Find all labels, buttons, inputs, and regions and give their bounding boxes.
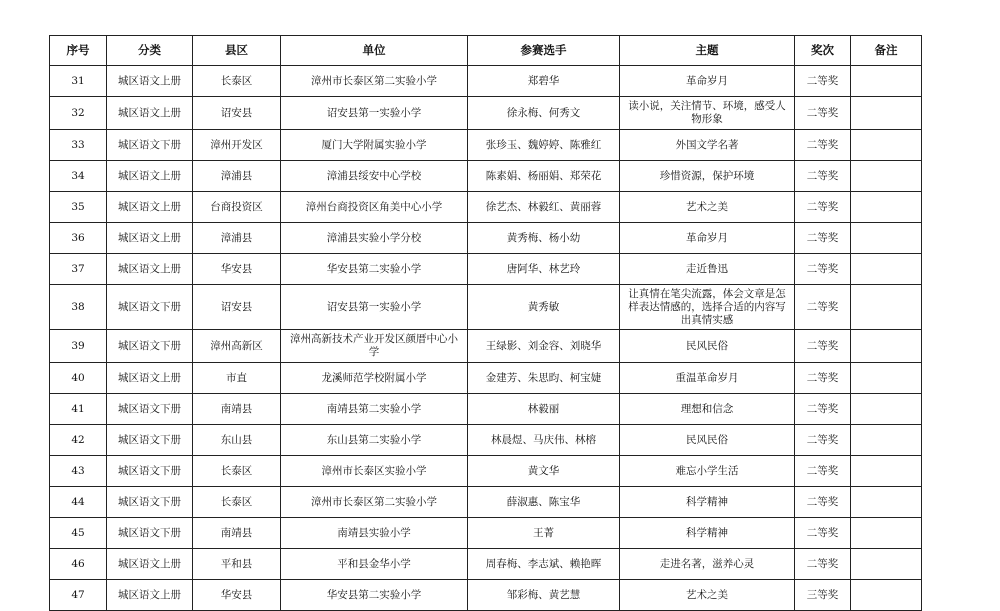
cell-theme: 读小说，关注情节、环境，感受人物形象 [620, 97, 795, 130]
cell-note [851, 456, 922, 487]
cell-category: 城区语文上册 [107, 161, 193, 192]
cell-no: 43 [50, 456, 107, 487]
cell-players: 黄文华 [468, 456, 620, 487]
header-row [50, 36, 922, 66]
cell-theme: 革命岁月 [620, 66, 795, 97]
cell-note [851, 580, 922, 611]
cell-award: 二等奖 [795, 487, 851, 518]
cell-no: 47 [50, 580, 107, 611]
cell-no: 35 [50, 192, 107, 223]
cell-players: 徐艺杰、林毅红、黄丽蓉 [468, 192, 620, 223]
cell-unit: 漳州市长泰区第二实验小学 [281, 66, 468, 97]
cell-district: 漳州高新区 [193, 330, 281, 363]
cell-theme: 科学精神 [620, 518, 795, 549]
cell-note [851, 192, 922, 223]
cell-award: 二等奖 [795, 254, 851, 285]
cell-district: 诏安县 [193, 285, 281, 330]
cell-note [851, 487, 922, 518]
cell-category: 城区语文下册 [107, 394, 193, 425]
header-players: 参赛选手 [468, 36, 620, 66]
table-body [50, 66, 922, 611]
cell-note [851, 549, 922, 580]
cell-no: 33 [50, 130, 107, 161]
cell-players: 黄秀敏 [468, 285, 620, 330]
cell-no: 45 [50, 518, 107, 549]
cell-unit: 平和县金华小学 [281, 549, 468, 580]
cell-theme: 革命岁月 [620, 223, 795, 254]
cell-players: 陈素娟、杨丽娟、郑荣花 [468, 161, 620, 192]
cell-unit: 漳州高新技术产业开发区颜厝中心小学 [281, 330, 468, 363]
header-no: 序号 [50, 36, 107, 66]
cell-award: 二等奖 [795, 130, 851, 161]
cell-unit: 诏安县第一实验小学 [281, 285, 468, 330]
cell-note [851, 518, 922, 549]
cell-district: 南靖县 [193, 394, 281, 425]
cell-award: 二等奖 [795, 97, 851, 130]
cell-unit: 诏安县第一实验小学 [281, 97, 468, 130]
cell-players: 邹彩梅、黄艺慧 [468, 580, 620, 611]
cell-no: 39 [50, 330, 107, 363]
header-category: 分类 [107, 36, 193, 66]
cell-category: 城区语文上册 [107, 192, 193, 223]
cell-no: 31 [50, 66, 107, 97]
cell-no: 32 [50, 97, 107, 130]
cell-theme: 民风民俗 [620, 330, 795, 363]
cell-category: 城区语文下册 [107, 456, 193, 487]
header-award: 奖次 [795, 36, 851, 66]
cell-unit: 漳州台商投资区角美中心小学 [281, 192, 468, 223]
cell-unit: 龙溪师范学校附属小学 [281, 363, 468, 394]
cell-theme: 科学精神 [620, 487, 795, 518]
cell-note [851, 330, 922, 363]
cell-players: 周春梅、李志斌、赖艳晖 [468, 549, 620, 580]
cell-players: 黄秀梅、杨小幼 [468, 223, 620, 254]
cell-award: 二等奖 [795, 66, 851, 97]
header-note: 备注 [851, 36, 922, 66]
cell-unit: 漳州市长泰区实验小学 [281, 456, 468, 487]
cell-no: 41 [50, 394, 107, 425]
cell-category: 城区语文下册 [107, 130, 193, 161]
cell-category: 城区语文上册 [107, 580, 193, 611]
cell-category: 城区语文上册 [107, 254, 193, 285]
table-row [50, 97, 922, 130]
cell-district: 漳浦县 [193, 223, 281, 254]
cell-award: 二等奖 [795, 394, 851, 425]
cell-unit: 东山县第二实验小学 [281, 425, 468, 456]
cell-category: 城区语文下册 [107, 285, 193, 330]
cell-note [851, 285, 922, 330]
cell-theme: 艺术之美 [620, 192, 795, 223]
cell-award: 二等奖 [795, 425, 851, 456]
cell-note [851, 223, 922, 254]
cell-no: 40 [50, 363, 107, 394]
cell-award: 二等奖 [795, 285, 851, 330]
cell-players: 王菁 [468, 518, 620, 549]
cell-note [851, 66, 922, 97]
cell-players: 薛淑惠、陈宝华 [468, 487, 620, 518]
cell-district: 平和县 [193, 549, 281, 580]
table-row [50, 487, 922, 518]
cell-category: 城区语文下册 [107, 425, 193, 456]
cell-award: 二等奖 [795, 330, 851, 363]
cell-players: 唐阿华、林艺玲 [468, 254, 620, 285]
cell-theme: 艺术之美 [620, 580, 795, 611]
awards-table [49, 35, 922, 611]
cell-theme: 民风民俗 [620, 425, 795, 456]
cell-district: 漳浦县 [193, 161, 281, 192]
cell-unit: 漳州市长泰区第二实验小学 [281, 487, 468, 518]
table-row [50, 394, 922, 425]
cell-theme: 外国文学名著 [620, 130, 795, 161]
cell-theme: 珍惜资源，保护环境 [620, 161, 795, 192]
cell-unit: 华安县第二实验小学 [281, 254, 468, 285]
table-row [50, 425, 922, 456]
cell-award: 二等奖 [795, 192, 851, 223]
cell-district: 东山县 [193, 425, 281, 456]
cell-award: 二等奖 [795, 223, 851, 254]
cell-no: 34 [50, 161, 107, 192]
table-row [50, 330, 922, 363]
cell-players: 郑碧华 [468, 66, 620, 97]
cell-category: 城区语文上册 [107, 363, 193, 394]
cell-category: 城区语文下册 [107, 487, 193, 518]
table-row [50, 66, 922, 97]
table-row [50, 549, 922, 580]
cell-unit: 华安县第二实验小学 [281, 580, 468, 611]
cell-note [851, 363, 922, 394]
cell-no: 46 [50, 549, 107, 580]
cell-district: 华安县 [193, 254, 281, 285]
table-row [50, 223, 922, 254]
cell-theme: 走进名著，滋养心灵 [620, 549, 795, 580]
cell-players: 金建芳、朱思昀、柯宝婕 [468, 363, 620, 394]
cell-no: 37 [50, 254, 107, 285]
cell-award: 二等奖 [795, 363, 851, 394]
cell-district: 台商投资区 [193, 192, 281, 223]
cell-award: 二等奖 [795, 161, 851, 192]
cell-district: 长泰区 [193, 66, 281, 97]
cell-no: 42 [50, 425, 107, 456]
table-row [50, 363, 922, 394]
cell-theme: 重温革命岁月 [620, 363, 795, 394]
cell-players: 徐永梅、何秀文 [468, 97, 620, 130]
header-unit: 单位 [281, 36, 468, 66]
cell-category: 城区语文上册 [107, 66, 193, 97]
cell-district: 诏安县 [193, 97, 281, 130]
cell-players: 林晨煜、马庆伟、林榕 [468, 425, 620, 456]
table-row [50, 456, 922, 487]
cell-theme: 走近鲁迅 [620, 254, 795, 285]
cell-players: 张珍玉、魏婷婷、陈雅红 [468, 130, 620, 161]
cell-category: 城区语文上册 [107, 97, 193, 130]
cell-unit: 南靖县第二实验小学 [281, 394, 468, 425]
cell-award: 三等奖 [795, 580, 851, 611]
table-row [50, 518, 922, 549]
cell-category: 城区语文上册 [107, 223, 193, 254]
table-row [50, 285, 922, 330]
header-theme: 主题 [620, 36, 795, 66]
cell-category: 城区语文下册 [107, 518, 193, 549]
cell-no: 36 [50, 223, 107, 254]
cell-note [851, 394, 922, 425]
cell-district: 长泰区 [193, 456, 281, 487]
cell-unit: 漳浦县绥安中心学校 [281, 161, 468, 192]
cell-district: 市直 [193, 363, 281, 394]
cell-award: 二等奖 [795, 518, 851, 549]
cell-district: 华安县 [193, 580, 281, 611]
cell-players: 王绿影、刘金容、刘晓华 [468, 330, 620, 363]
table-row [50, 130, 922, 161]
cell-no: 38 [50, 285, 107, 330]
cell-note [851, 130, 922, 161]
cell-unit: 厦门大学附属实验小学 [281, 130, 468, 161]
cell-district: 南靖县 [193, 518, 281, 549]
table-row [50, 580, 922, 611]
cell-unit: 漳浦县实验小学分校 [281, 223, 468, 254]
cell-district: 漳州开发区 [193, 130, 281, 161]
cell-note [851, 161, 922, 192]
cell-category: 城区语文下册 [107, 330, 193, 363]
cell-note [851, 97, 922, 130]
cell-no: 44 [50, 487, 107, 518]
table-row [50, 254, 922, 285]
cell-theme: 难忘小学生活 [620, 456, 795, 487]
cell-category: 城区语文上册 [107, 549, 193, 580]
cell-note [851, 254, 922, 285]
cell-unit: 南靖县实验小学 [281, 518, 468, 549]
cell-players: 林毅丽 [468, 394, 620, 425]
cell-theme: 让真情在笔尖流露，体会文章是怎样表达情感的，选择合适的内容写出真情实感 [620, 285, 795, 330]
cell-district: 长泰区 [193, 487, 281, 518]
header-district: 县区 [193, 36, 281, 66]
table-row [50, 192, 922, 223]
table-row [50, 161, 922, 192]
cell-note [851, 425, 922, 456]
cell-award: 二等奖 [795, 456, 851, 487]
cell-award: 二等奖 [795, 549, 851, 580]
cell-theme: 理想和信念 [620, 394, 795, 425]
